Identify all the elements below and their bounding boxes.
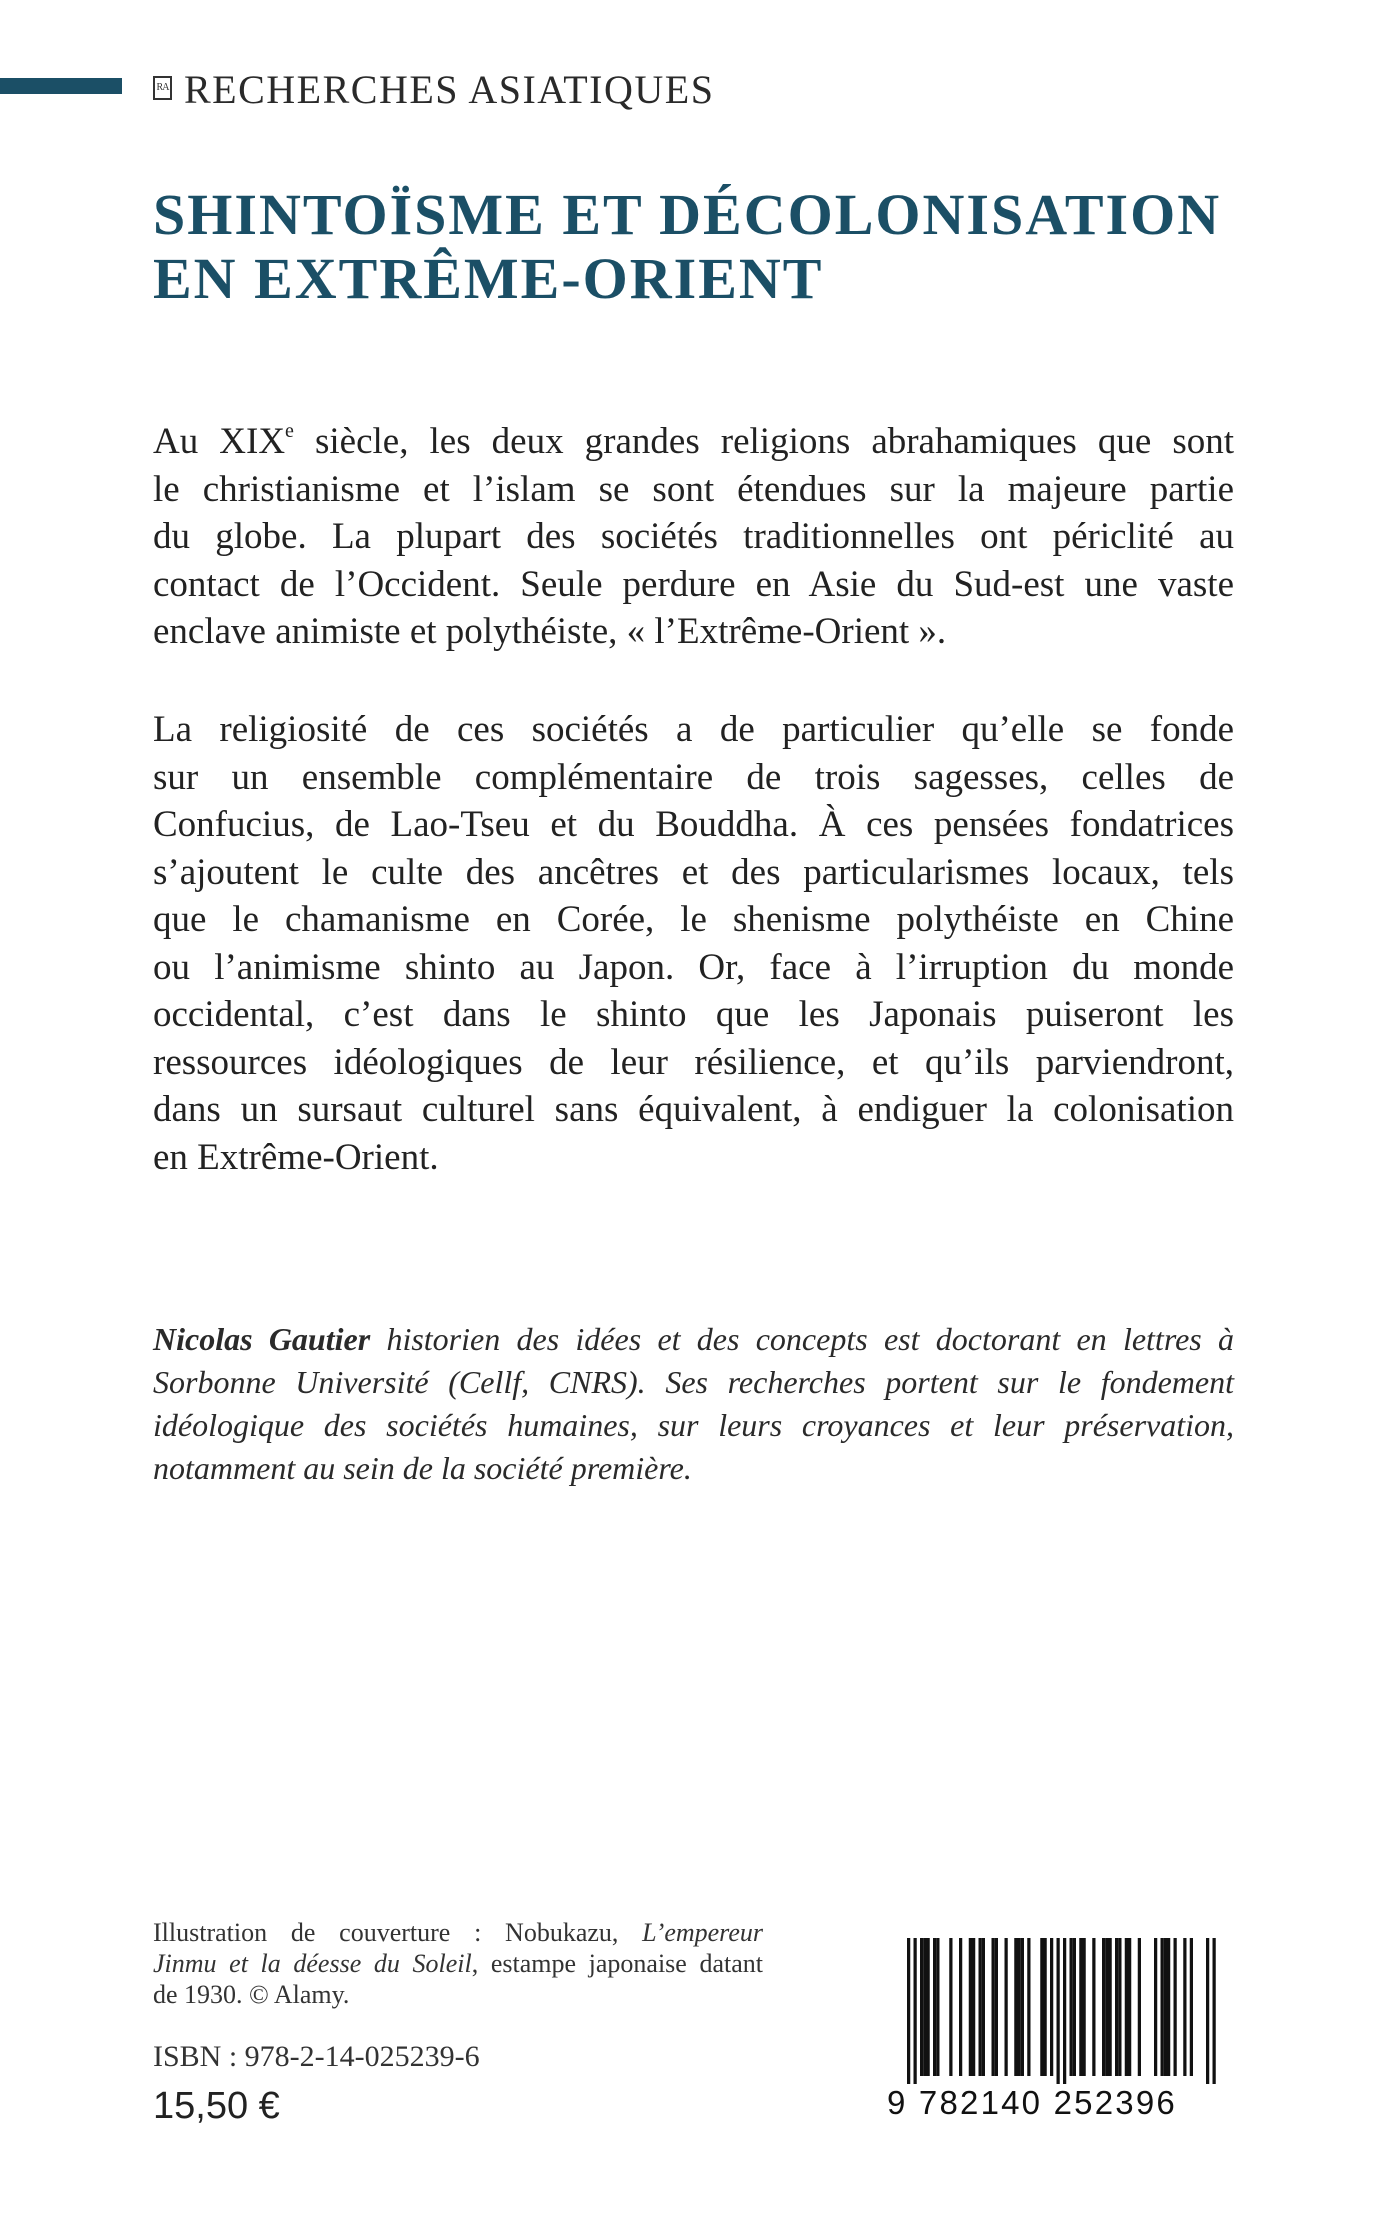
- barcode-bar: [1021, 1938, 1024, 2076]
- text-line: Confucius, de Lao-Tseu et du Bouddha. À ces pensées fondatrices: [153, 804, 1234, 845]
- text-line: le christianisme et l’islam se sont étendues sur la majeure partie: [153, 468, 1234, 510]
- barcode-bar: [933, 1938, 936, 2076]
- barcode-bar: [1115, 1938, 1118, 2076]
- text-line: occidental, c’est dans le shinto que les Japonais puiseront les: [153, 994, 1234, 1035]
- barcode-bar: [1005, 1938, 1008, 2076]
- author-bio: [153, 1318, 1234, 1490]
- barcode-bar: [920, 1938, 923, 2076]
- text-line: que le chamanisme en Corée, le shenisme polythéiste en Chine: [153, 899, 1234, 940]
- text-line: Nicolas Gautier historien des idées et des concepts est doctorant en lettres à: [153, 1321, 1235, 1357]
- barcode-bar: [1213, 1938, 1216, 2088]
- text-line: idéologique des sociétés humaines, sur leurs croyances et leur préservation,: [153, 1407, 1234, 1443]
- barcode-bar: [1154, 1938, 1157, 2076]
- barcode-bar: [1105, 1938, 1108, 2076]
- series-color-bar: [0, 78, 122, 94]
- text-line: du globe. La plupart des sociétés traditionnelles ont périclité au: [153, 516, 1234, 557]
- barcode-bar: [1018, 1938, 1021, 2076]
- barcode-bar: [1161, 1938, 1164, 2076]
- barcode-bar: [1174, 1938, 1177, 2076]
- text-line: s’ajoutent le culte des ancêtres et des particularismes locaux, tels: [153, 851, 1234, 893]
- barcode-bar: [914, 1938, 917, 2088]
- artwork-title: L’empereur: [642, 1918, 763, 1947]
- barcode: [885, 1938, 1228, 2138]
- barcode-bar: [1083, 1938, 1086, 2076]
- text-line: sur un ensemble complémentaire de trois sagesses, celles de: [153, 756, 1234, 798]
- barcode-bar: [1128, 1938, 1131, 2076]
- price: 15,50 €: [153, 2085, 280, 2127]
- barcode-bar: [936, 1938, 939, 2076]
- barcode-bar: [1102, 1938, 1105, 2076]
- barcode-bar: [1183, 1938, 1186, 2076]
- barcode-bar: [907, 1938, 910, 2088]
- text-line: ressources idéologiques de leur résilience, et qu’ils parviendront,: [153, 1041, 1234, 1083]
- barcode-bar: [992, 1938, 995, 2076]
- text-line: Sorbonne Université (Cellf, CNRS). Ses recherches portent sur le fondement: [153, 1364, 1234, 1400]
- barcode-bar: [972, 1938, 975, 2076]
- barcode-bar: [923, 1938, 926, 2076]
- barcode-bar: [979, 1938, 982, 2076]
- barcode-bar: [982, 1938, 985, 2076]
- barcode-bar: [927, 1938, 930, 2076]
- book-title-line-1: SHINTOÏSME ET DÉCOLONISATION: [153, 182, 1222, 247]
- cover-illustration-credit: [153, 1917, 763, 2010]
- barcode-bar: [1092, 1938, 1095, 2076]
- text-line: en Extrême-Orient.: [153, 1136, 439, 1178]
- text-line: La religiosité de ces sociétés a de particulier qu’elle se fonde: [153, 709, 1234, 750]
- barcode-bar: [959, 1938, 962, 2076]
- barcode-bar: [1063, 1938, 1066, 2088]
- text-line: contact de l’Occident. Seule perdure en Asie du Sud-est une vaste: [153, 563, 1234, 605]
- barcode-bar: [1190, 1938, 1193, 2076]
- barcode-bars: [885, 1938, 1228, 2088]
- text-line: ou l’animisme shinto au Japon. Or, face à l’irruption du monde: [153, 946, 1234, 988]
- text-line: de 1930. © Alamy.: [153, 1980, 350, 2009]
- barcode-digits: 9 782140 252396: [885, 2084, 1228, 2122]
- barcode-bar: [995, 1938, 998, 2076]
- barcode-bar: [1118, 1938, 1121, 2076]
- barcode-bar: [949, 1938, 952, 2076]
- barcode-bar: [1206, 1938, 1209, 2088]
- text-line: notamment au sein de la société première.: [153, 1450, 692, 1486]
- book-title: [153, 183, 1253, 311]
- barcode-bar: [1138, 1938, 1141, 2076]
- barcode-bar: [1125, 1938, 1128, 2076]
- text-line: Au XIXe siècle, les deux grandes religions abrahamiques que sont: [153, 420, 1234, 462]
- barcode-bar: [1167, 1938, 1170, 2076]
- barcode-bar: [1073, 1938, 1076, 2076]
- isbn: ISBN : 978-2-14-025239-6: [153, 2040, 480, 2073]
- barcode-bar: [1050, 1938, 1053, 2076]
- description-paragraph-1: [153, 418, 1234, 656]
- series-name: RECHERCHES ASIATIQUES: [184, 67, 715, 112]
- barcode-bar: [1164, 1938, 1167, 2076]
- barcode-bar: [969, 1938, 972, 2076]
- book-title-line-2: EN EXTRÊME-ORIENT: [153, 246, 824, 311]
- barcode-bar: [1079, 1938, 1082, 2076]
- barcode-bar: [1014, 1938, 1017, 2076]
- barcode-bar: [1070, 1938, 1073, 2076]
- barcode-bar: [1057, 1938, 1060, 2088]
- artwork-title: Jinmu et la déesse du Soleil: [153, 1949, 472, 1978]
- series-logo: RA: [153, 76, 172, 100]
- superscript: e: [285, 420, 294, 442]
- barcode-bar: [1040, 1938, 1043, 2076]
- text-line: Illustration de couverture : Nobukazu, L’empereur: [153, 1918, 763, 1947]
- text-line: dans un sursaut culturel sans équivalent, à endiguer la colonisation: [153, 1089, 1234, 1130]
- barcode-bar: [1044, 1938, 1047, 2076]
- author-name: Nicolas Gautier: [153, 1321, 371, 1357]
- description-paragraph-2: [153, 706, 1234, 1181]
- text-line: Jinmu et la déesse du Soleil, estampe japonaise datant: [153, 1949, 763, 1978]
- barcode-bar: [1109, 1938, 1112, 2076]
- text-line: enclave animiste et polythéiste, « l’Extrême-Orient ».: [153, 611, 947, 652]
- barcode-bar: [1027, 1938, 1030, 2076]
